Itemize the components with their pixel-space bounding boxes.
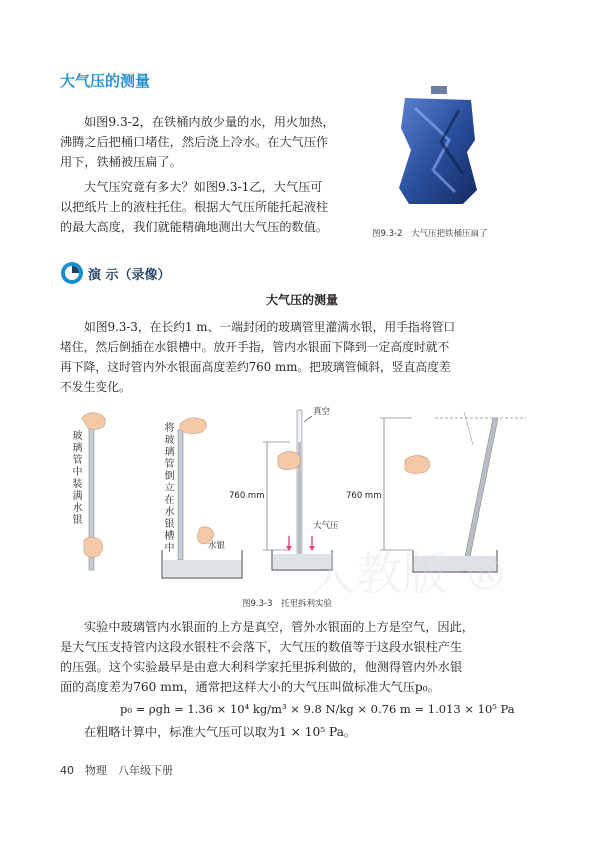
text-line: 在粗略计算中，标准大气压可以取为1 × 10⁵ Pa。 <box>84 725 357 739</box>
hand-vertical <box>278 451 301 469</box>
text-line: 是大气压支持管内这段水银柱不会落下，大气压的数值等于这段水银柱产生 <box>60 640 463 654</box>
height-label-4: 760 mm <box>346 491 382 501</box>
demo-label: 演 示（录像） <box>88 268 171 283</box>
text-line: 如图9.3-2，在铁桶内放少量的水，用火加热， <box>84 115 335 129</box>
text-line: 沸腾之后把桶口堵住，然后浇上冷水。在大气压作 <box>60 135 329 149</box>
demo-subtitle: 大气压的测量 <box>265 293 338 307</box>
page-number: 40 <box>60 764 74 777</box>
hand-holding-tube <box>180 418 207 434</box>
text-line: 以把纸片上的液柱托住。根据大气压所能托起液柱 <box>60 200 329 214</box>
page-footer <box>60 762 173 778</box>
vacuum-label: 真空 <box>313 407 331 417</box>
hand-bottom <box>84 537 103 557</box>
figure-933-caption: 图9.3-3 托里拆利实验 <box>242 599 332 609</box>
pressure-label: 大气压 <box>313 521 339 531</box>
intro-paragraph-1 <box>60 112 335 172</box>
mercury-label: 水银 <box>208 541 226 551</box>
hand-top <box>82 413 105 430</box>
mercury-pool-2 <box>163 560 241 577</box>
vacuum-pointer <box>304 416 312 422</box>
text-line: 不发生变化。 <box>60 380 131 394</box>
watermark: 人教版 ® <box>310 547 509 595</box>
text-line: 的压强。这个实验最早是由意大利科学家托里拆利做的，他测得管内外水银 <box>60 660 463 674</box>
text-line: 面的高度差为760 mm，通常把这样大小的大气压叫做标准大气压p₀。 <box>60 680 440 694</box>
demo-header <box>60 261 260 285</box>
crushed-can-image <box>393 80 483 210</box>
height-label-3: 760 mm <box>229 491 265 501</box>
demo-video-icon <box>60 261 84 285</box>
book-title: 物理 八年级下册 <box>85 764 173 777</box>
section-title: 大气压的测量 <box>60 72 151 90</box>
torricelli-drawing <box>60 400 540 595</box>
invert-tube-label: 将玻璃管倒立在水银槽中 <box>162 422 173 554</box>
fill-tube-label: 玻璃管中装满水银 <box>70 430 81 526</box>
text-line: 再下降，这时管内外水银面高度差约760 mm。把玻璃管倾斜，竖直高度差 <box>60 360 451 374</box>
figure-932-caption: 图9.3-2 大气压把铁桶压扁了 <box>372 229 488 239</box>
body-paragraph <box>60 617 474 697</box>
hand-tilted <box>405 455 430 473</box>
tube-end-detail <box>464 412 473 445</box>
torricelli-figure <box>60 400 540 595</box>
text-line: 实验中玻璃管内水银面的上方是真空，管外水银面的上方是空气，因此， <box>84 620 474 634</box>
standard-pressure-formula: p₀ = ρgh = 1.36 × 10⁴ kg/m³ × 9.8 N/kg × 0.76 m = 1.013 × 10⁵ Pa <box>120 702 515 716</box>
text-line: 用下，铁桶被压扁了。 <box>60 155 182 169</box>
demo-paragraph <box>60 317 455 397</box>
text-line: 如图9.3-3，在长约1 m、一端封闭的玻璃管里灌满水银，用手指将管口 <box>84 320 456 334</box>
text-line: 堵住，然后倒插在水银槽中。放开手指，管内水银面下降到一定高度时就不 <box>60 340 450 354</box>
intro-paragraph-2 <box>60 177 328 237</box>
glass-tube-inverting <box>178 430 183 560</box>
approximation-line <box>60 722 356 742</box>
text-line: 的最大高度，我们就能精确地测出大气压的数值。 <box>60 220 329 234</box>
text-line: 大气压究竟有多大？如图9.3-1乙，大气压可 <box>84 180 323 194</box>
